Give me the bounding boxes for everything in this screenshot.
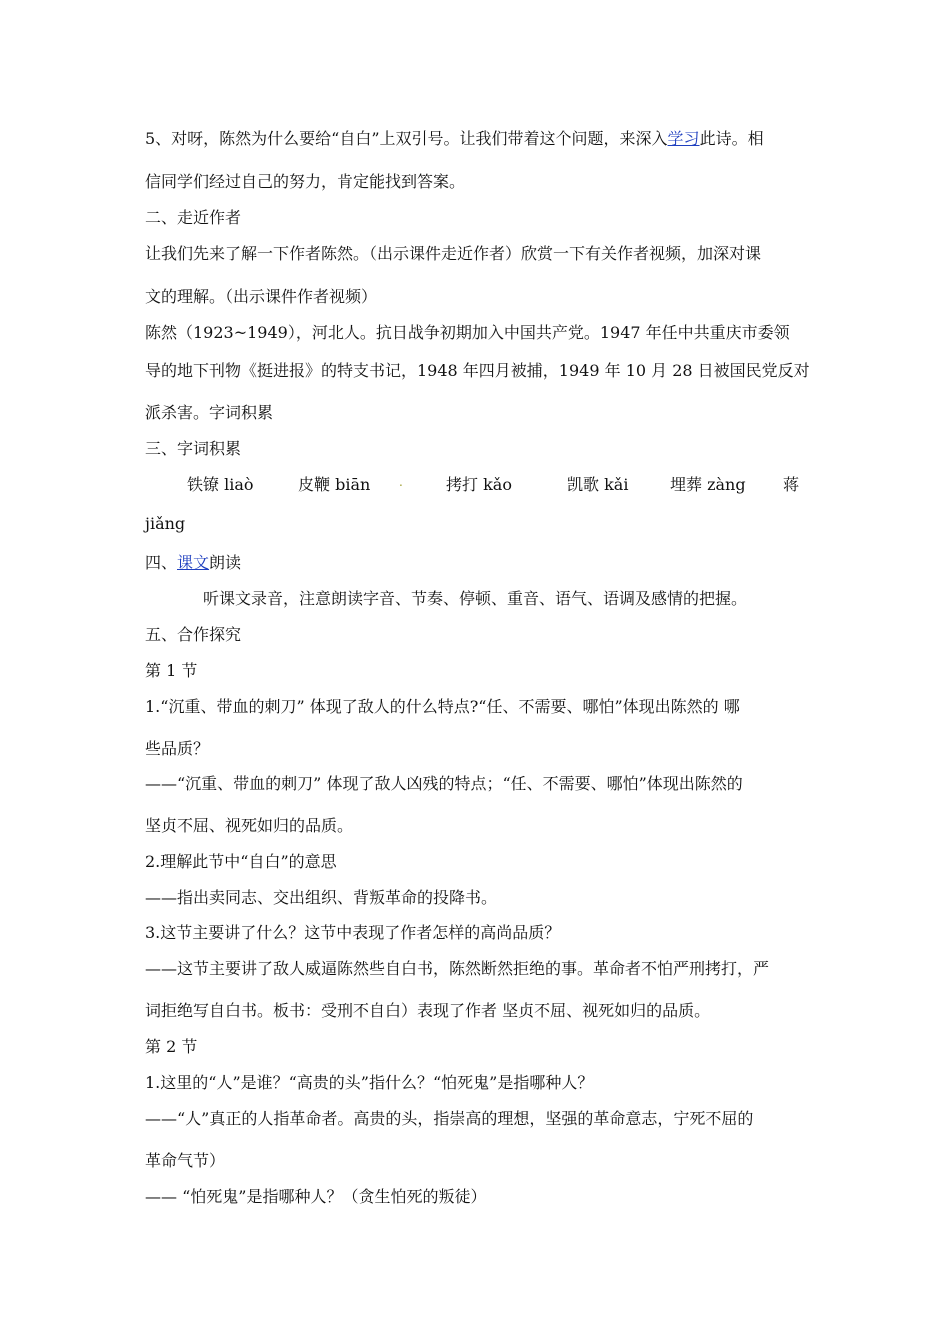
vocab-item: 埋葬 zàng <box>670 475 746 494</box>
paragraph-line: 导的地下刊物《挺进报》的特支书记，1948 年四月被捕，1949 年 10 月 28 日被国民党反对 <box>145 361 810 380</box>
paragraph-line: 派杀害。字词积累 <box>145 403 274 422</box>
text-span: 5、对呀，陈然为什么要给“自白”上双引号。让我们带着这个问题，来深入 <box>145 129 668 148</box>
vocab-continuation: jiǎng <box>145 514 186 533</box>
answer-line: —— “怕死鬼”是指哪种人？（贪生怕死的叛徒） <box>145 1187 487 1206</box>
answer-line: 词拒绝写自白书。板书：受刑不自白）表现了作者 坚贞不屈、视死如归的品质。 <box>145 1001 711 1020</box>
text-span: 四、 <box>145 553 178 572</box>
question-line: 3.这节主要讲了什么？这节中表现了作者怎样的高尚品质？ <box>145 923 561 942</box>
answer-line: ——“沉重、带血的刺刀” 体现了敌人凶残的特点；“任、不需要、哪怕”体现出陈然的 <box>145 774 743 793</box>
text-span: 此诗。相 <box>699 129 764 148</box>
answer-line: 革命气节） <box>145 1151 226 1170</box>
question-line: 些品质？ <box>145 739 210 758</box>
section-heading-inquiry: 五、合作探究 <box>145 625 242 644</box>
vocab-item: 皮鞭 biān <box>298 475 371 494</box>
paragraph-line: 信同学们经过自己的努力，肯定能找到答案。 <box>145 172 466 191</box>
vocab-item: 凯歌 kǎi <box>567 475 629 494</box>
paragraph-line: 文的理解。（出示课件作者视频） <box>145 287 378 306</box>
subsection-heading: 第 1 节 <box>145 661 198 680</box>
paragraph-line: 听课文录音，注意朗读字音、节奏、停顿、重音、语气、语调及感情的把握。 <box>203 589 748 608</box>
vocab-item: 拷打 kǎo <box>446 475 512 494</box>
subsection-heading: 第 2 节 <box>145 1037 198 1056</box>
study-link[interactable]: 学习 <box>667 129 700 148</box>
answer-line: ——“人”真正的人指革命者。高贵的头，指崇高的理想，坚强的革命意志，宁死不屈的 <box>145 1109 754 1128</box>
vocab-item: 铁镣 liaò <box>187 475 254 494</box>
section-heading-author: 二、走近作者 <box>145 208 242 227</box>
vocab-item: 蒋 <box>783 475 800 494</box>
paragraph-line: 让我们先来了解一下作者陈然。（出示课件走近作者）欣赏一下有关作者视频，加深对课 <box>145 244 762 263</box>
paragraph-line: 陈然（1923~1949），河北人。抗日战争初期加入中国共产党。1947 年任中共重庆市委领 <box>145 323 790 342</box>
vocab-row <box>0 472 950 494</box>
section-heading-reading <box>145 550 241 573</box>
text-span: 朗读 <box>209 553 242 572</box>
question-line: 1.“沉重、带血的刺刀” 体现了敌人的什么特点?“任、不需要、哪怕”体现出陈然的 哪 <box>145 697 740 716</box>
answer-line: 坚贞不屈、视死如归的品质。 <box>145 816 354 835</box>
question-line: 2.理解此节中“自白”的意思 <box>145 852 337 871</box>
paragraph-line <box>145 126 764 149</box>
answer-line: ——这节主要讲了敌人威逼陈然些自白书，陈然断然拒绝的事。革命者不怕严刑拷打，严 <box>145 959 770 978</box>
section-heading-vocab: 三、字词积累 <box>145 439 242 458</box>
answer-line: ——指出卖同志、交出组织、背叛革命的投降书。 <box>145 888 498 907</box>
text-link[interactable]: 课文 <box>177 553 210 572</box>
question-line: 1.这里的“人”是谁？“高贵的头”指什么？“怕死鬼”是指哪种人？ <box>145 1073 594 1092</box>
vocab-dot: . <box>399 475 403 489</box>
